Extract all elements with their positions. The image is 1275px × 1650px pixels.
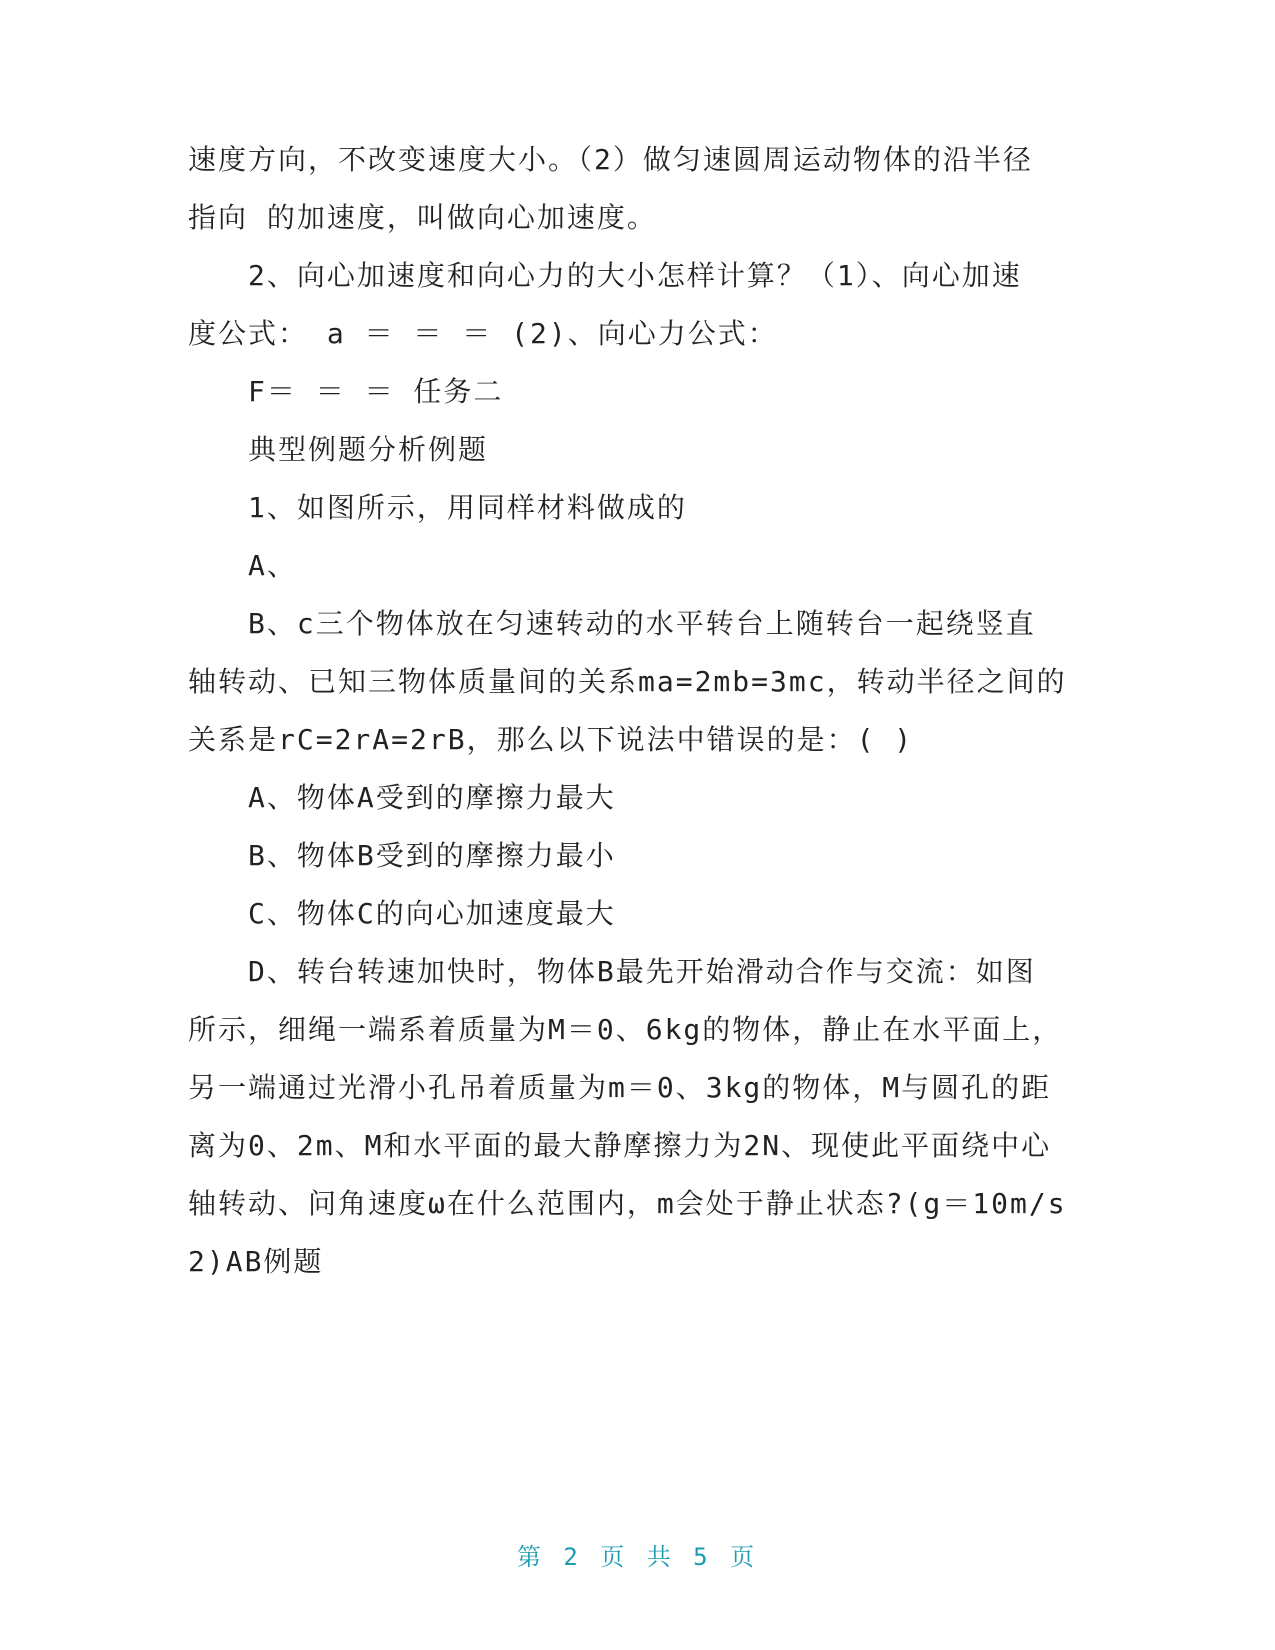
body-line-11: 关系是rC=2rA=2rB，那么以下说法中错误的是：( ) — [188, 723, 914, 756]
body-line-10: 轴转动、已知三物体质量间的关系ma=2mb=3mc，转动半径之间的 — [188, 665, 1067, 698]
body-line-3: 2、向心加速度和向心力的大小怎样计算？（1）、向心加速 — [248, 259, 1022, 292]
body-line-1: 速度方向，不改变速度大小。（2）做匀速圆周运动物体的沿半径 — [188, 143, 1033, 176]
body-line-4: 度公式： a ＝ ＝ ＝ (2)、向心力公式： — [188, 317, 778, 350]
body-line-20: 2)AB例题 — [188, 1245, 324, 1278]
body-line-13: B、物体B受到的摩擦力最小 — [248, 839, 616, 872]
body-line-16: 所示，细绳一端系着质量为M＝0、6kg的物体，静止在水平面上， — [188, 1013, 1063, 1046]
body-line-6: 典型例题分析例题 — [248, 433, 489, 466]
page-number-footer: 第 2 页 共 5 页 — [516, 1543, 759, 1571]
body-line-18: 离为0、2m、M和水平面的最大静摩擦力为2N、现使此平面绕中心 — [188, 1129, 1052, 1162]
body-line-8: A、 — [248, 549, 297, 582]
body-line-7: 1、如图所示，用同样材料做成的 — [248, 491, 687, 524]
body-line-17: 另一端通过光滑小孔吊着质量为m＝0、3kg的物体，M与圆孔的距 — [188, 1071, 1052, 1104]
body-line-12: A、物体A受到的摩擦力最大 — [248, 781, 616, 814]
body-line-2: 指向 的加速度，叫做向心加速度。 — [188, 201, 657, 234]
body-line-9: B、c三个物体放在匀速转动的水平转台上随转台一起绕竖直 — [248, 607, 1036, 640]
body-line-5: F＝ ＝ ＝ 任务二 — [248, 375, 504, 408]
body-line-15: D、转台转速加快时，物体B最先开始滑动合作与交流：如图 — [248, 955, 1036, 988]
body-line-19: 轴转动、问角速度ω在什么范围内，m会处于静止状态?(g＝10m/s — [188, 1187, 1067, 1220]
body-line-14: C、物体C的向心加速度最大 — [248, 897, 616, 930]
